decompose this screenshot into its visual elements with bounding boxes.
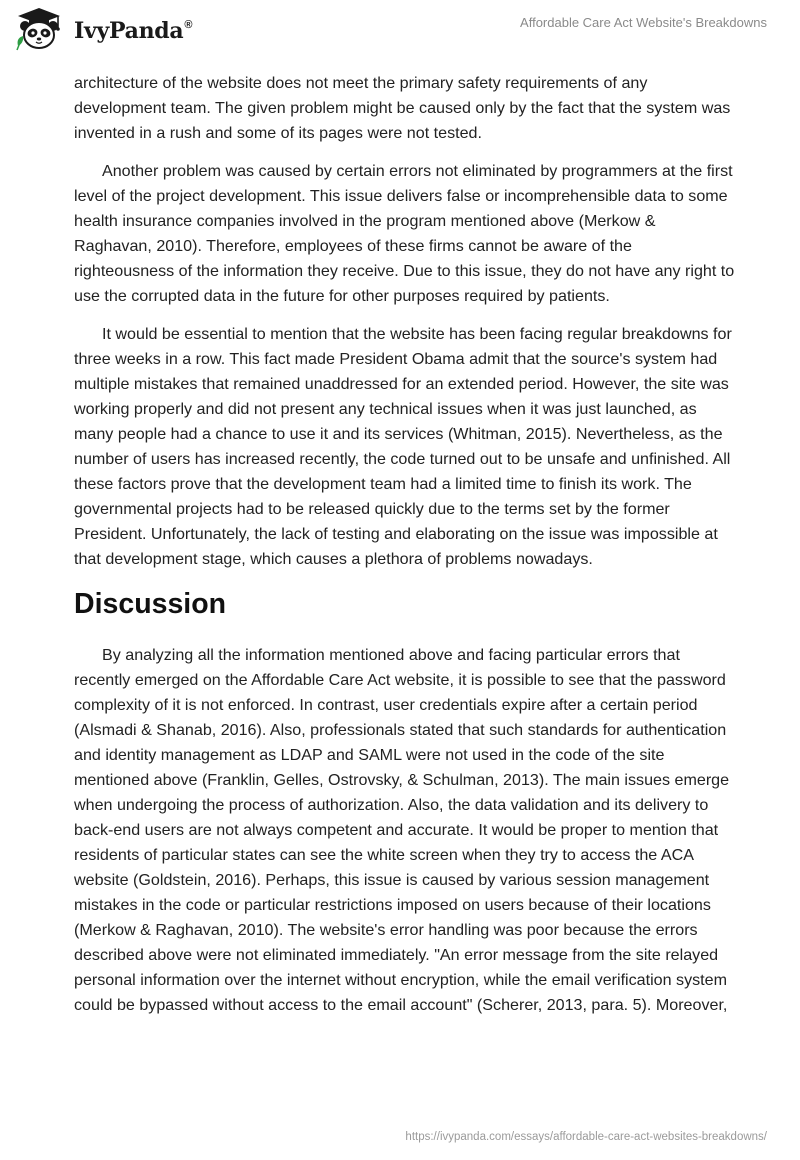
paragraph-breakdowns: It would be essential to mention that the website has been facing regular breakdowns for three weeks in a row. This fact made President Obama admit that the source's system had multiple mistakes that remained unaddressed for an extended period. However, the site was working properly and did not present any technical issues when it was just launched, as many people had a chance to use it and its services (Whitman, 2015). Nevertheless, as the number of users has increased recently, the code turned out to be unsafe and unfinished. All these factors prove that the development team had a limited time to finish its work. The governmental projects had to be released quickly due to the terms set by the former President. Unfortunately, the lack of testing and elaborating on the issue was impossible at that development stage, which causes a plethora of problems nowadays. (74, 325, 732, 568)
brand-name: IvyPanda® (74, 18, 193, 44)
ivypanda-logo[interactable] (14, 6, 192, 52)
page-header (0, 0, 800, 70)
paragraph-continuation: architecture of the website does not meet the primary safety requirements of any development team. The given problem might be caused only by the fact that the system was invented in a rush and some of its pages were not tested. (74, 74, 731, 142)
paragraph-discussion: By analyzing all the information mentioned above and facing particular errors that recently emerged on the Affordable Care Act website, it is possible to see that the password complexity of it is not enforced. In contrast, user credentials expire after a certain period (Alsmadi & Shanab, 2016). Also, professionals stated that such standards for authentication and identity management as LDAP and SAML were not used in the code of the site mentioned above (Franklin, Gelles, Ostrovsky, & Schulman, 2013). The main issues emerge when undergoing the process of authorization. Also, the data validation and its delivery to back-end users are not always competent and accurate. It would be proper to mention that residents of particular states can see the white screen when they try to access the ACA website (Goldstein, 2016). Perhaps, this issue is caused by various session management mistakes in the code or particular restrictions imposed on users because of their locations (Merkow & Raghavan, 2010). The website's error handling was poor because the errors described above were not eliminated immediately. "An error message from the site relayed personal information over the internet without encryption, while the email verification system could be bypassed without access to the email account" (Scherer, 2013, para. 5). Moreover, (74, 646, 730, 1014)
essay-content (74, 71, 736, 1018)
registered-mark: ® (184, 18, 193, 31)
panda-graduate-icon (14, 6, 64, 52)
section-heading-discussion: Discussion (74, 588, 227, 620)
document-title: Affordable Care Act Website's Breakdowns (520, 15, 767, 30)
source-url[interactable]: https://ivypanda.com/essays/affordable-care-act-websites-breakdowns/ (405, 1131, 767, 1143)
paragraph-errors: Another problem was caused by certain errors not eliminated by programmers at the first level of the project development. This issue delivers false or incomprehensible data to some health insurance companies involved in the program mentioned above (Merkow & Raghavan, 2010). Therefore, employees of these firms cannot be aware of the righteousness of the information they receive. Due to this issue, they do not have any right to use the corrupted data in the future for other purposes required by patients. (74, 162, 735, 305)
